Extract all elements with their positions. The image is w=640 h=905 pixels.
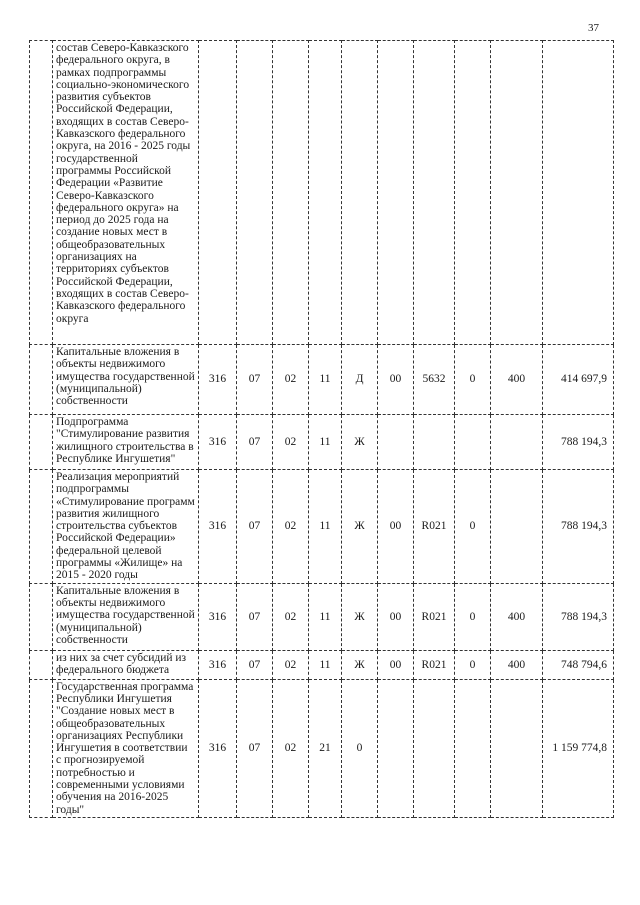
code-cell: 400 [491,650,543,679]
code-cell: 02 [273,583,309,650]
row-name: Реализация мероприятий подпрограммы «Стимулирование программ развития жилищного строительства субъектов Российской Федерации» федеральной целевой программы «Жилище» на 2015 - 2020 годы [53,470,199,584]
code-cell: 02 [273,679,309,817]
row-name: Государственная программа Республики Ингушетия "Создание новых мест в общеобразовательных организациях Республики Ингушетия в соответствии с прогнозируемой потребностью и современными условиями обучения на 2016-2025 годы" [53,679,199,817]
code-cell: 07 [237,679,273,817]
code-cell [273,41,309,345]
code-cell: 316 [199,679,237,817]
index-cell [30,41,53,345]
code-cell [237,41,273,345]
code-cell: 07 [237,650,273,679]
code-cell: 0 [455,470,491,584]
code-cell: Ж [342,415,378,470]
table-row [30,345,614,415]
index-cell [30,583,53,650]
code-cell: 11 [309,470,342,584]
code-cell: 400 [491,583,543,650]
code-cell [491,470,543,584]
amount-cell [543,41,614,345]
code-cell: 07 [237,470,273,584]
code-cell: R021 [414,650,455,679]
code-cell [414,415,455,470]
code-cell: 11 [309,415,342,470]
code-cell [455,415,491,470]
code-cell: 316 [199,345,237,415]
code-cell: 5632 [414,345,455,415]
code-cell [342,41,378,345]
index-cell [30,679,53,817]
code-cell: 316 [199,583,237,650]
code-cell: 316 [199,470,237,584]
index-cell [30,650,53,679]
code-cell: Ж [342,583,378,650]
code-cell: 0 [455,345,491,415]
code-cell: 00 [378,345,414,415]
code-cell: 07 [237,583,273,650]
row-name: Капитальные вложения в объекты недвижимого имущества государственной (муниципальной) собственности [53,345,199,415]
row-name: Капитальные вложения в объекты недвижимого имущества государственной (муниципальной) собственности [53,583,199,650]
code-cell: 21 [309,679,342,817]
code-cell: 02 [273,650,309,679]
code-cell [378,41,414,345]
code-cell: 316 [199,650,237,679]
code-cell [378,679,414,817]
row-name: из них за счет субсидий из федерального бюджета [53,650,199,679]
code-cell: Д [342,345,378,415]
code-cell: Ж [342,470,378,584]
code-cell [491,41,543,345]
code-cell: Ж [342,650,378,679]
code-cell: 0 [342,679,378,817]
code-cell: 07 [237,345,273,415]
code-cell [378,415,414,470]
amount-cell: 788 194,3 [543,415,614,470]
code-cell: 00 [378,470,414,584]
row-name: Подпрограмма "Стимулирование развития жилищного строительства в Республике Ингушетия" [53,415,199,470]
code-cell: 00 [378,650,414,679]
code-cell: 0 [455,583,491,650]
amount-cell: 788 194,3 [543,583,614,650]
code-cell [414,41,455,345]
table-row [30,650,614,679]
code-cell: 400 [491,345,543,415]
code-cell: 00 [378,583,414,650]
code-cell: 02 [273,415,309,470]
code-cell [414,679,455,817]
code-cell: R021 [414,470,455,584]
amount-cell: 748 794,6 [543,650,614,679]
table-row [30,583,614,650]
code-cell [199,41,237,345]
table-row [30,41,614,345]
page-number: 37 [588,22,599,34]
index-cell [30,415,53,470]
code-cell: 02 [273,470,309,584]
code-cell: 02 [273,345,309,415]
code-cell: 11 [309,345,342,415]
code-cell: 11 [309,583,342,650]
budget-table [29,40,614,818]
table-row [30,470,614,584]
code-cell [491,415,543,470]
code-cell: 316 [199,415,237,470]
table-row [30,679,614,817]
code-cell: 0 [455,650,491,679]
code-cell: 07 [237,415,273,470]
index-cell [30,470,53,584]
code-cell [455,679,491,817]
amount-cell: 788 194,3 [543,470,614,584]
amount-cell: 414 697,9 [543,345,614,415]
row-name: состав Северо-Кавказского федерального округа, в рамках подпрограммы социально-экономического развития субъектов Российской Федерации, входящих в состав Северо-Кавказского федерального округа, на 2016 - 2025 годы государственной программы Российской Федерации «Развитие Северо-Кавказского федерального округа» на период до 2025 года на создание новых мест в общеобразовательных организациях на территориях субъектов Российской Федерации, входящих в состав Северо-Кавказского федерального округа [53,41,199,345]
index-cell [30,345,53,415]
code-cell [491,679,543,817]
amount-cell: 1 159 774,8 [543,679,614,817]
code-cell [455,41,491,345]
code-cell: R021 [414,583,455,650]
code-cell [309,41,342,345]
code-cell: 11 [309,650,342,679]
table-row [30,415,614,470]
